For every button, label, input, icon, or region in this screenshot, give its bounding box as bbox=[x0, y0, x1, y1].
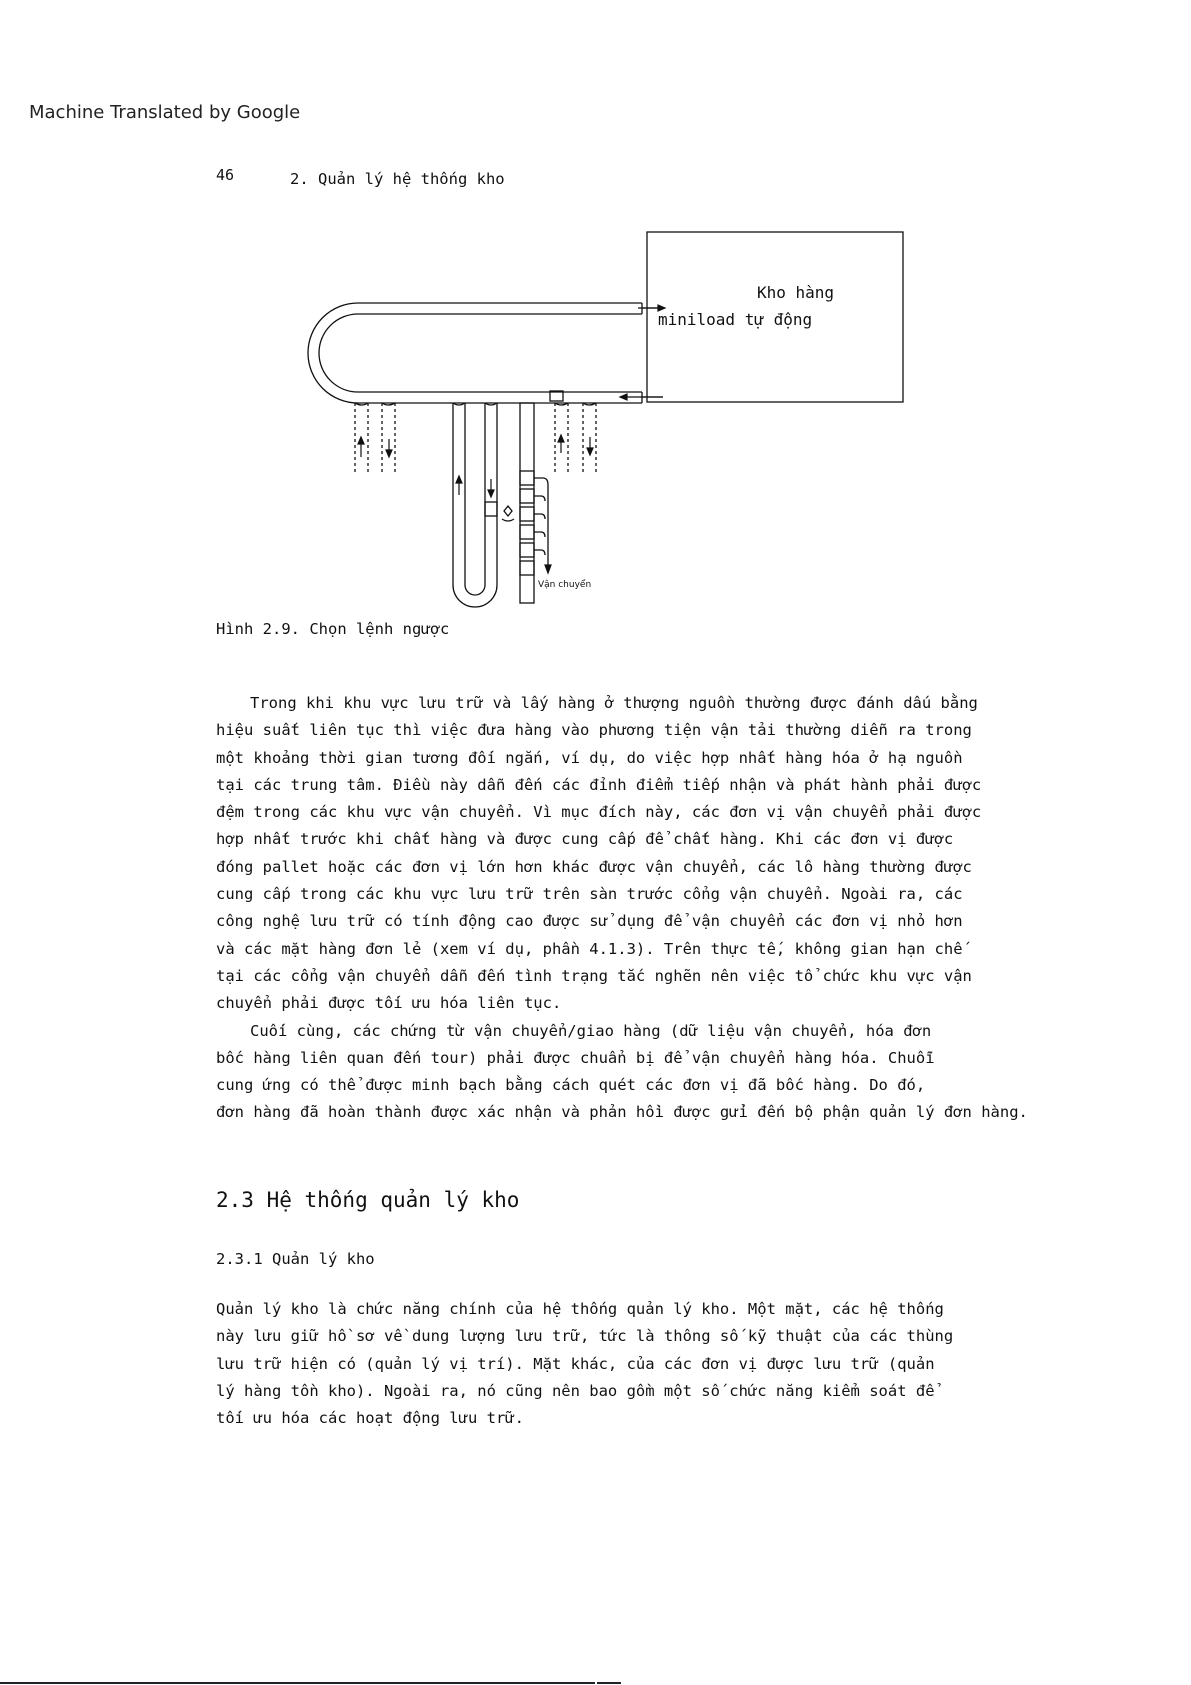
section-heading: 2.3 Hệ thống quản lý kho bbox=[216, 1188, 520, 1212]
text-line: tại các cổng vận chuyển dẫn đến tình trạng tắc nghẽn nên việc tổ chức khu vực vận bbox=[216, 966, 972, 985]
figure-caption: Hình 2.9. Chọn lệnh ngược bbox=[216, 620, 450, 638]
subsection-heading: 2.3.1 Quản lý kho bbox=[216, 1250, 375, 1268]
text-line: Trong khi khu vực lưu trữ và lấy hàng ở thượng nguồn thường được đánh dấu bằng bbox=[250, 694, 978, 712]
text-line: bốc hàng liên quan đến tour) phải được chuẩn bị để vận chuyển hàng hóa. Chuỗi bbox=[216, 1048, 935, 1067]
text-line: đóng pallet hoặc các đơn vị lớn hơn khác được vận chuyển, các lô hàng thường được bbox=[216, 857, 972, 876]
running-header: 2. Quản lý hệ thống kho bbox=[290, 170, 505, 188]
conveyor-loop-outer bbox=[308, 303, 642, 403]
text-line: lý hàng tồn kho). Ngoài ra, nó cũng nên bao gồm một số chức năng kiểm soát để bbox=[216, 1381, 935, 1400]
text-line: lưu trữ hiện có (quản lý vị trí). Mặt khác, của các đơn vị được lưu trữ (quản bbox=[216, 1354, 935, 1373]
picker-icon bbox=[502, 506, 514, 521]
conveyor-loop-inner bbox=[319, 314, 642, 392]
text-line: chuyển phải được tối ưu hóa liên tục. bbox=[216, 994, 562, 1013]
shipping-label: Vận chuyển bbox=[538, 580, 592, 590]
text-line: cung cấp trong các khu vực lưu trữ trên sàn trước cổng vận chuyển. Ngoài ra, các bbox=[216, 885, 963, 904]
text-line: cung ứng có thể được minh bạch bằng cách quét các đơn vị đã bốc hàng. Do đó, bbox=[216, 1076, 926, 1095]
text-line: đơn hàng đã hoàn thành được xác nhận và phản hồi được gửi đến bộ phận quản lý đơn hàng. bbox=[216, 1103, 1028, 1122]
text-line: hiệu suất liên tục thì việc đưa hàng vào phương tiện vận tải thường diễn ra trong bbox=[216, 721, 972, 740]
text-line: tại các trung tâm. Điều này dẫn đến các đỉnh điểm tiếp nhận và phát hành phải được bbox=[216, 775, 982, 794]
u-loop-tote bbox=[485, 502, 497, 516]
figure-reverse-order-picking bbox=[280, 225, 920, 610]
text-line: công nghệ lưu trữ có tính động cao được sử dụng để vận chuyển các đơn vị nhỏ hơn bbox=[216, 912, 963, 931]
machine-translation-notice: Machine Translated by Google bbox=[29, 102, 301, 123]
box-label-line2: miniload tự động bbox=[658, 310, 813, 329]
footer-rule bbox=[0, 1682, 595, 1684]
page-number: 46 bbox=[216, 166, 235, 184]
box-label-line1: Kho hàng bbox=[757, 283, 835, 302]
footer-rule-short bbox=[597, 1682, 621, 1684]
u-loop-conveyor bbox=[453, 403, 497, 607]
text-line: hợp nhất trước khi chất hàng và được cung cấp để chất hàng. Khi các đơn vị được bbox=[216, 830, 954, 849]
text-line: Cuối cùng, các chứng từ vận chuyển/giao hàng (dữ liệu vận chuyển, hóa đơn bbox=[250, 1021, 932, 1040]
body-paragraphs-shipping bbox=[216, 690, 1076, 1127]
text-line: một khoảng thời gian tương đối ngắn, ví dụ, do việc hợp nhất hàng hóa ở hạ nguồn bbox=[216, 748, 963, 767]
text-line: này lưu giữ hồ sơ về dung lượng lưu trữ, tức là thông số kỹ thuật của các thùng bbox=[216, 1327, 954, 1346]
body-paragraphs-warehouse-management bbox=[216, 1296, 1076, 1432]
text-line: Quản lý kho là chức năng chính của hệ thống quản lý kho. Một mặt, các hệ thống bbox=[216, 1300, 944, 1318]
text-line: đệm trong các khu vực vận chuyển. Vì mục đích này, các đơn vị vận chuyển phải được bbox=[216, 803, 982, 822]
text-line: tối ưu hóa các hoạt động lưu trữ. bbox=[216, 1409, 524, 1428]
station-slots bbox=[520, 471, 534, 575]
text-line: và các mặt hàng đơn lẻ (xem ví dụ, phần 4.1.3). Trên thực tế, không gian hạn chế bbox=[216, 939, 963, 958]
